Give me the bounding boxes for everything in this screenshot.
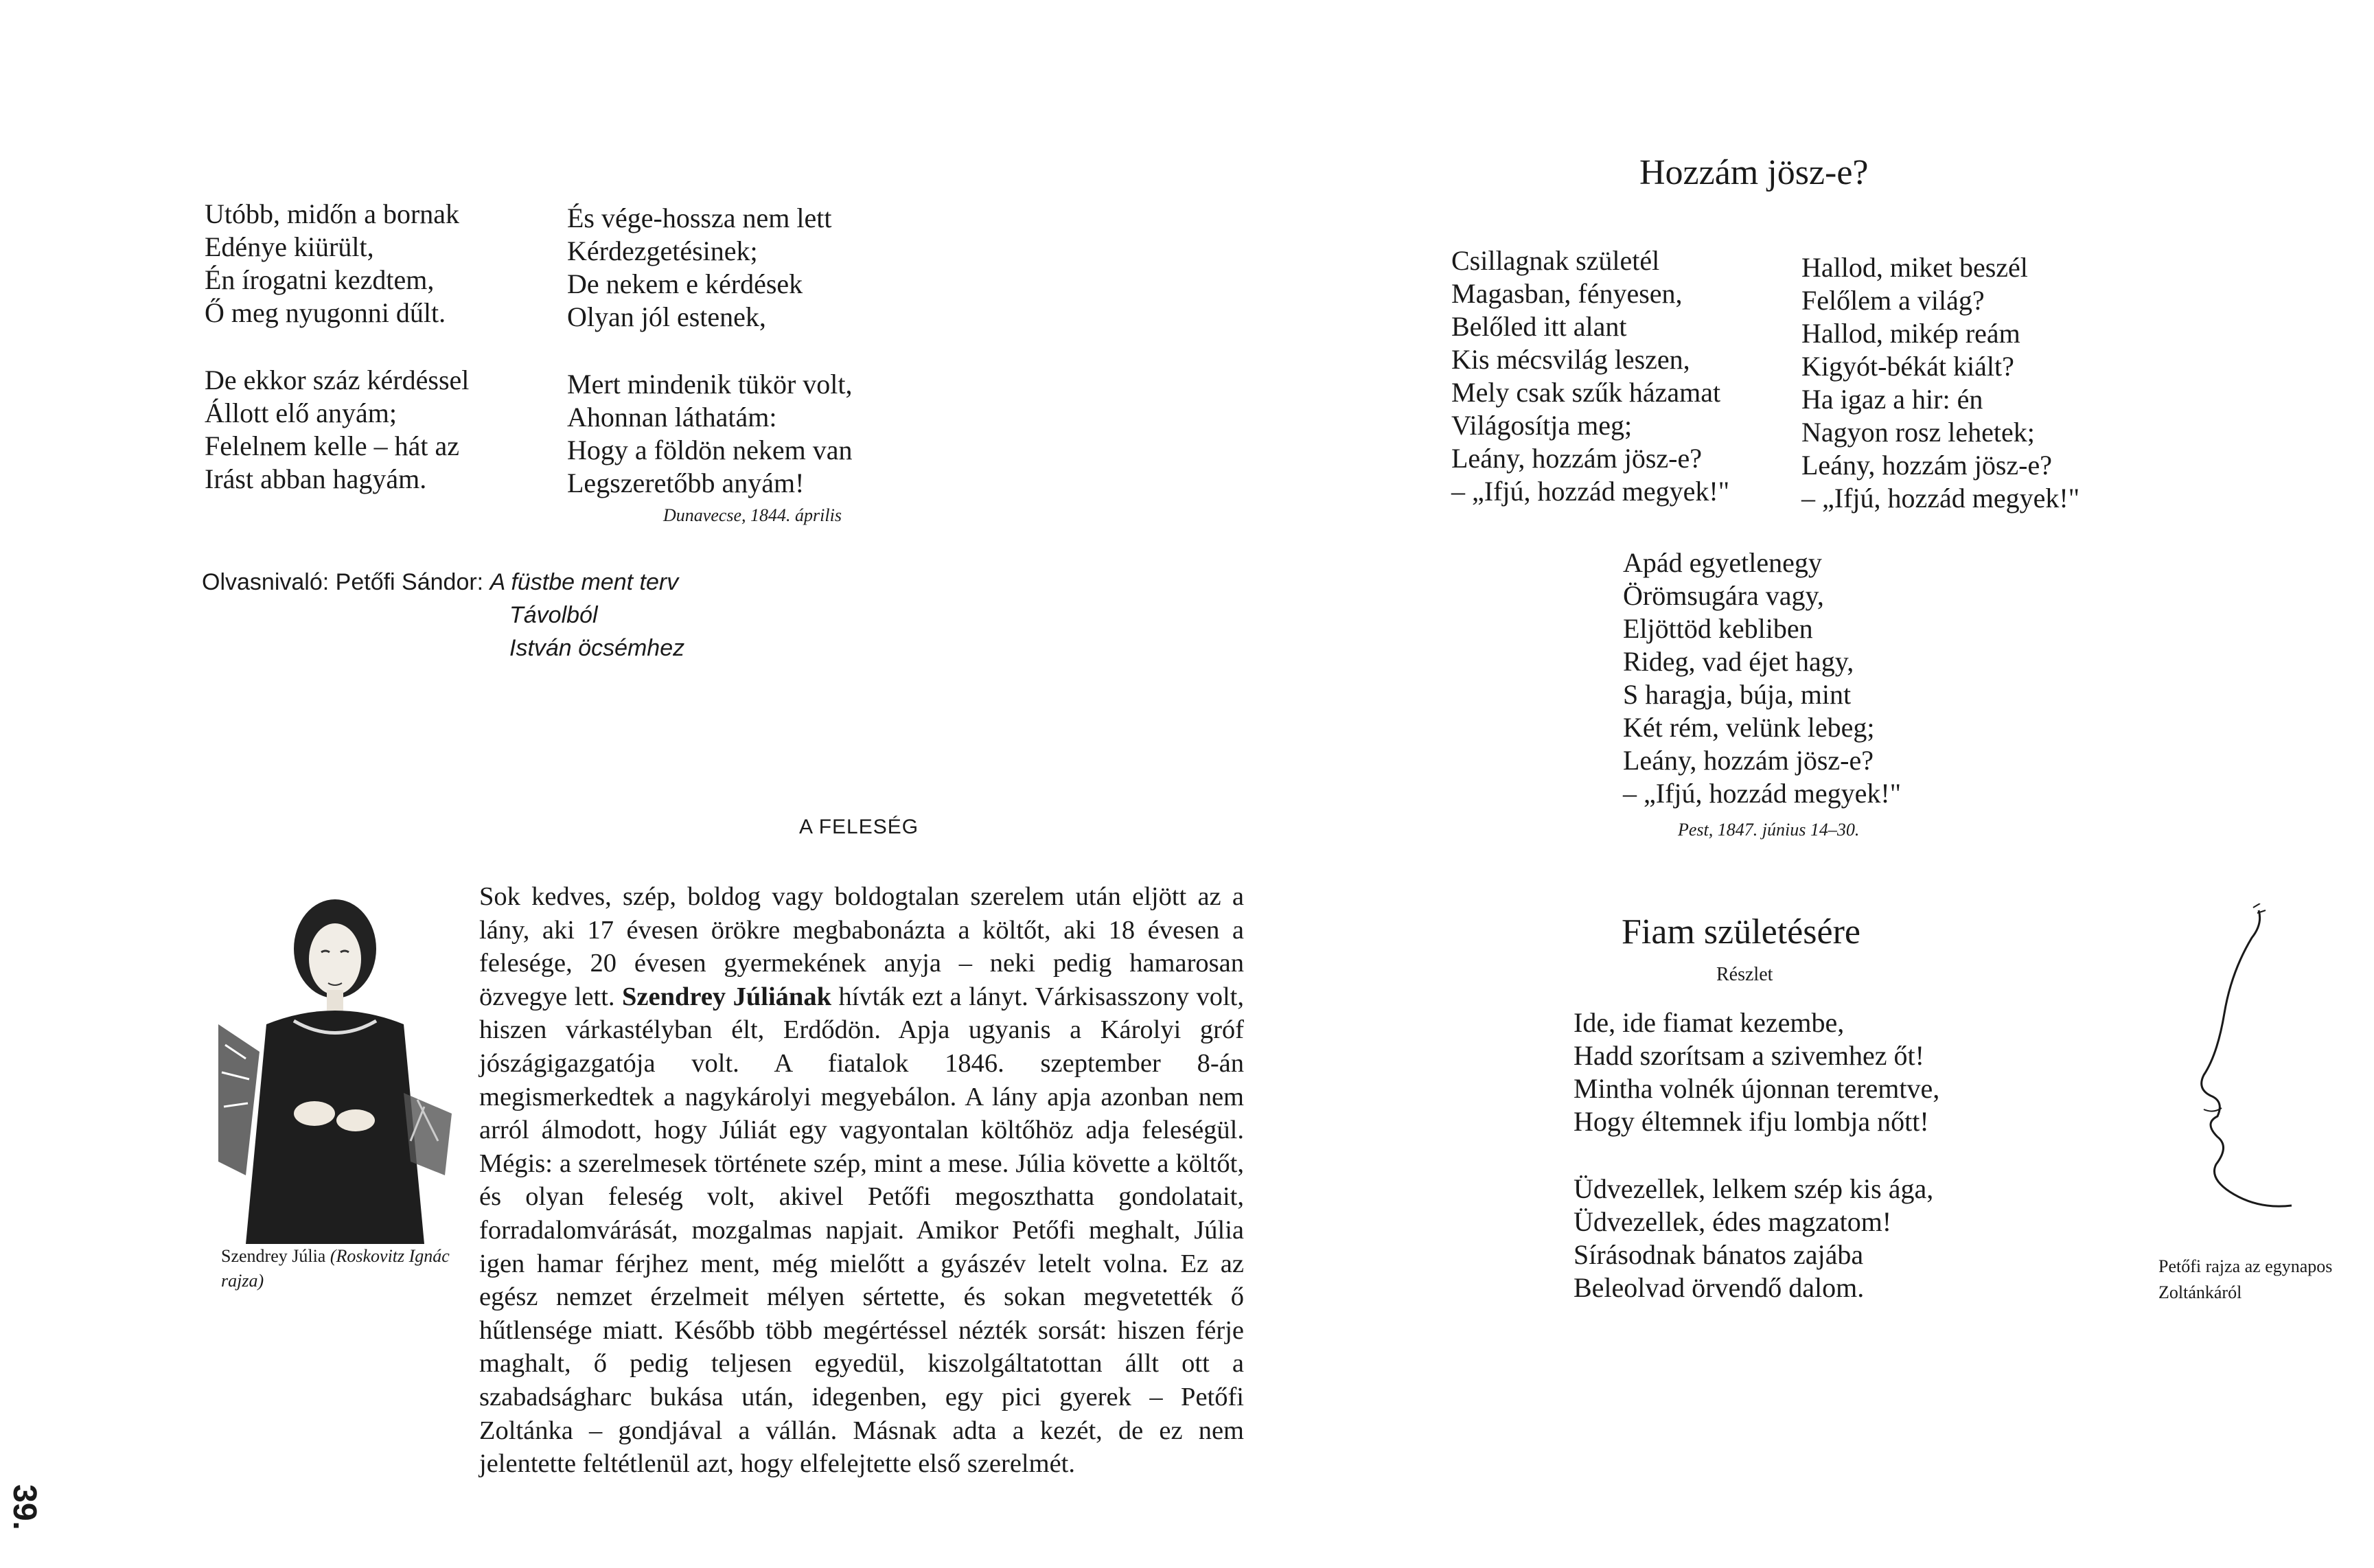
portrait-drawing (218, 887, 452, 1244)
poem-line: Mintha volnék újonnan teremtve, (1574, 1073, 1940, 1104)
poem-line: És vége-hossza nem lett (567, 203, 832, 233)
reading-list (202, 566, 684, 665)
poem-line: Ide, ide fiamat kezembe, (1574, 1007, 1845, 1038)
sketch-caption-line: Petőfi rajza az egynapos (2158, 1256, 2333, 1276)
portrait-caption-credit: (Roskovitz Ignác rajza) (221, 1246, 450, 1291)
essay-part: Sok kedves, szép, boldog vagy boldogtalan szerelem után eljött az a lány, aki 17 évesen örökre megbabonázta a költőt, aki 18 évesen a felesége, 20 évesen gyermekének anyja – neki pedig hamarosan özvegye lett. (479, 882, 1244, 1011)
poem-line: Kigyót-békát kiált? (1801, 351, 2014, 382)
poem2-stanza2 (1574, 1173, 1933, 1304)
poem-line: Állott elő anyám; (205, 397, 397, 428)
poem-line: S haragja, búja, mint (1623, 679, 1852, 710)
poem-line: Csillagnak születél (1451, 245, 1660, 276)
poem-line: Két rém, velünk lebeg; (1623, 712, 1875, 743)
page-number: 39. (5, 1484, 43, 1530)
poem-line: Sírásodnak bánatos zajába (1574, 1239, 1864, 1270)
poem1-col3 (1623, 546, 1901, 810)
poem-line: – „Ifjú, hozzád megyek!" (1801, 483, 2080, 514)
poem-line: De nekem e kérdések (567, 268, 803, 299)
portrait-image (218, 887, 452, 1244)
poem-line: Irást abban hagyám. (205, 463, 427, 494)
poem-line: Hogy éltemnek ifju lombja nőtt! (1574, 1106, 1929, 1137)
poem2-stanza1 (1574, 1006, 1939, 1138)
reading-label: Olvasnivaló: (202, 569, 330, 595)
poem-line: Üdvezellek, édes magzatom! (1574, 1206, 1892, 1237)
poem-line: Leány, hozzám jösz-e? (1801, 450, 2052, 481)
poem1-date: Pest, 1847. június 14–30. (1678, 820, 1860, 840)
sketch-caption-line: Zoltánkáról (2158, 1282, 2242, 1302)
poem2-title: Fiam születésére (1622, 912, 1860, 952)
essay-part: hívták ezt a lányt. Várkisasszony volt, hiszen várkastélyban élt, Erdődön. Apja ugyanis a Károlyi gróf jószágigazgatója volt. A fiatalok 1846. szeptember 8-án megismerkedtek a nagykárolyi megyebálon. A lány apja azonban nem arról álmodott, hogy Júliát egy vagyontalan költőhöz adja feleségül. Mégis: a szerelmesek története szép, mint a mese. Júlia követte a költőt, és olyan feleség volt, akivel Petőfi megoszthatta gondolatait, forradalomvárását, mozgalmas napjait. Amikor Petőfi meghalt, Júlia igen hamar férjhez ment, még mielőtt a gyászév letelt volna. Ez az egész nemzet érzelmeit mélyen sértette, és sokan megvetették ő hűtlensége miatt. Később több megértéssel nézték sorsát: hiszen férje maghalt, ő pedig teljesen egyedül, kiszolgáltatottan állt ott a szabadságharc bukása után, idegenben, egy pici gyerek – Petőfi Zoltánka – gondjával a vállán. Másnak adta a kezét, de ez nem jelentette feltétlenül azt, hogy elfelejtette első szerelmét. (479, 982, 1244, 1479)
poem2-subtitle: Részlet (1716, 964, 1773, 985)
poem-line: – „Ifjú, hozzád megyek!" (1623, 778, 1902, 809)
poem-line: Felelnem kelle – hát az (205, 430, 459, 461)
reading-title: A füstbe ment terv (489, 569, 679, 595)
poem-line: Eljöttöd kebliben (1623, 613, 1813, 644)
poem-line: Ha igaz a hir: én (1801, 384, 1983, 415)
portrait-caption (221, 1244, 454, 1293)
poem-line: Mely csak szűk házamat (1451, 377, 1721, 408)
poem-line: Kérdezgetésinek; (567, 235, 758, 266)
poem1-title: Hozzám jösz-e? (1639, 153, 1869, 192)
poem-line: Felőlem a világ? (1801, 285, 1985, 316)
poem-line: Leány, hozzám jösz-e? (1451, 443, 1702, 474)
poem-line: Hallod, mikép reám (1801, 318, 2020, 349)
poem-line: Utóbb, midőn a bornak (205, 198, 460, 229)
infant-sketch-drawing (2176, 903, 2300, 1226)
poem-line: Hadd szorítsam a szivemhez őt! (1574, 1040, 1924, 1071)
essay-text (479, 880, 1244, 1481)
poem-line: Világosítja meg; (1451, 410, 1633, 441)
reading-title: Távolból (509, 602, 598, 628)
poem-line: Magasban, fényesen, (1451, 278, 1683, 309)
reading-title: István öcsémhez (509, 635, 685, 661)
poem-line: Hogy a földön nekem van (567, 435, 853, 465)
poem-line: Apád egyetlenegy (1623, 547, 1822, 578)
reading-author: Petőfi Sándor: (335, 569, 484, 595)
poem-line: – „Ifjú, hozzád megyek!" (1451, 476, 1730, 507)
poem-line: Beleolvad örvendő dalom. (1574, 1272, 1865, 1303)
poem-line: Legszeretőbb anyám! (567, 468, 805, 498)
poem-line: Rideg, vad éjet hagy, (1623, 646, 1854, 677)
poem-line: Belőled itt alant (1451, 311, 1627, 342)
infant-sketch (2176, 903, 2300, 1226)
poem-line: Olyan jól estenek, (567, 301, 766, 332)
poem-line: Leány, hozzám jösz-e? (1623, 745, 1874, 776)
poem-continuation-col1-stanza1 (205, 198, 459, 330)
poem1-col2 (1801, 251, 2079, 515)
poem-date: Dunavecse, 1844. április (663, 505, 842, 525)
portrait-caption-name: Szendrey Júlia (221, 1246, 326, 1266)
poem-continuation-col1-stanza2 (205, 364, 469, 496)
poem1-col1 (1451, 244, 1729, 508)
poem-line: Mert mindenik tükör volt, (567, 369, 853, 400)
poem-line: Örömsugára vagy, (1623, 580, 1824, 611)
poem-continuation-col2-stanza1 (567, 202, 831, 334)
poem-line: Én írogatni kezdtem, (205, 264, 435, 295)
section-title: A FELESÉG (799, 816, 919, 838)
sketch-caption (2158, 1254, 2364, 1306)
poem-line: Hallod, miket beszél (1801, 252, 2028, 283)
poem-line: Nagyon rosz lehetek; (1801, 417, 2035, 448)
poem-line: Ő meg nyugonni dűlt. (205, 297, 446, 328)
poem-line: Edénye kiürült, (205, 231, 374, 262)
poem-continuation-col2-stanza2 (567, 368, 853, 500)
poem-line: Kis mécsvilág leszen, (1451, 344, 1690, 375)
poem-line: Üdvezellek, lelkem szép kis ága, (1574, 1173, 1934, 1204)
poem-line: Ahonnan láthatám: (567, 402, 777, 433)
essay-bold-name: Szendrey Júliának (622, 982, 832, 1011)
poem-line: De ekkor száz kérdéssel (205, 365, 470, 395)
